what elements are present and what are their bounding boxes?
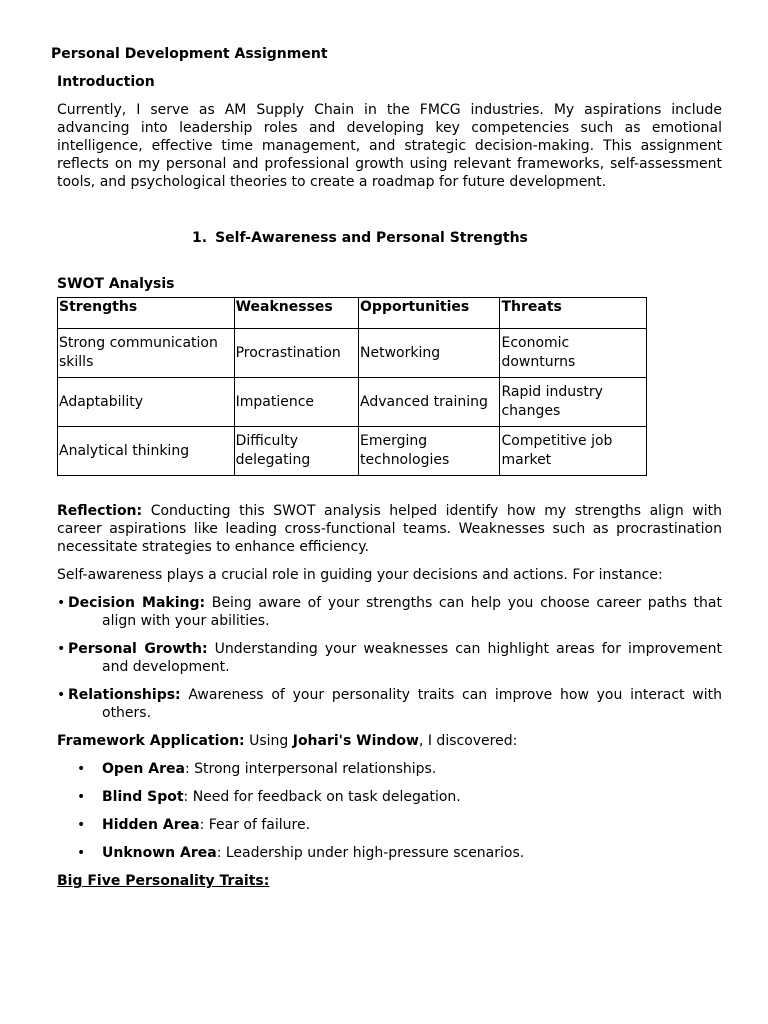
table-cell: Emerging technologies bbox=[359, 427, 500, 476]
bullet-icon: • bbox=[77, 845, 86, 861]
bullet-icon: • bbox=[57, 595, 66, 611]
list-item-text: Being aware of your strengths can help you choose career paths that align with your abilities. bbox=[102, 595, 722, 629]
list-item-text: Awareness of your personality traits can improve how you interact with others. bbox=[102, 687, 722, 721]
framework-label: Framework Application: bbox=[57, 733, 245, 749]
introduction-heading: Introduction bbox=[57, 74, 155, 90]
list-item bbox=[57, 788, 722, 806]
johari-label: Hidden Area bbox=[102, 817, 200, 833]
johari-label: Open Area bbox=[102, 761, 185, 777]
swot-header-weaknesses: Weaknesses bbox=[234, 298, 358, 329]
bullet-icon: • bbox=[77, 817, 86, 833]
reflection-paragraph bbox=[57, 502, 722, 556]
table-cell: Networking bbox=[359, 329, 500, 378]
section-title: Self-Awareness and Personal Strengths bbox=[215, 230, 528, 246]
self-awareness-list bbox=[57, 594, 722, 722]
section-heading bbox=[57, 229, 722, 247]
list-item-label: Personal Growth: bbox=[68, 641, 208, 657]
section-number: 1. bbox=[192, 230, 208, 246]
swot-table bbox=[57, 297, 647, 476]
johari-text: : Need for feedback on task delegation. bbox=[183, 789, 461, 805]
johari-label: Unknown Area bbox=[102, 845, 217, 861]
table-cell: Adaptability bbox=[58, 378, 235, 427]
framework-paragraph bbox=[57, 732, 722, 750]
johari-text: : Fear of failure. bbox=[199, 817, 311, 833]
reflection-label: Reflection: bbox=[57, 503, 143, 519]
bullet-icon: • bbox=[57, 641, 66, 657]
table-cell: Analytical thinking bbox=[58, 427, 235, 476]
list-item bbox=[57, 816, 722, 834]
framework-name: Johari's Window bbox=[292, 733, 419, 749]
framework-post: , I discovered: bbox=[418, 733, 518, 749]
table-row bbox=[58, 378, 647, 427]
document-body bbox=[57, 73, 722, 890]
reflection-text: Conducting this SWOT analysis helped identify how my strengths align with career aspirations like leading cross-functional teams. Weaknesses such as procrastination necessitate strategies to enhance efficiency. bbox=[57, 503, 722, 555]
table-cell: Strong communication skills bbox=[58, 329, 235, 378]
list-item bbox=[57, 844, 722, 862]
johari-list bbox=[57, 760, 722, 862]
framework-pre: Using bbox=[244, 733, 293, 749]
list-item bbox=[57, 686, 722, 722]
swot-heading: SWOT Analysis bbox=[57, 276, 175, 292]
johari-label: Blind Spot bbox=[102, 789, 184, 805]
bullet-icon: • bbox=[77, 761, 86, 777]
table-cell: Difficulty delegating bbox=[234, 427, 358, 476]
johari-text: : Leadership under high-pressure scenarios. bbox=[216, 845, 525, 861]
johari-text: : Strong interpersonal relationships. bbox=[184, 761, 437, 777]
swot-header-threats: Threats bbox=[500, 298, 647, 329]
big-five-heading: Big Five Personality Traits: bbox=[57, 873, 270, 889]
swot-header-opportunities: Opportunities bbox=[359, 298, 500, 329]
table-cell: Rapid industry changes bbox=[500, 378, 647, 427]
document-title: Personal Development Assignment bbox=[51, 46, 328, 62]
list-item-text: Understanding your weaknesses can highlight areas for improvement and development. bbox=[102, 641, 722, 675]
bullet-icon: • bbox=[57, 687, 66, 703]
self-awareness-paragraph: Self-awareness plays a crucial role in guiding your decisions and actions. For instance: bbox=[57, 567, 663, 583]
table-cell: Procrastination bbox=[234, 329, 358, 378]
table-cell: Economic downturns bbox=[500, 329, 647, 378]
list-item-label: Decision Making: bbox=[68, 595, 206, 611]
introduction-paragraph: Currently, I serve as AM Supply Chain in the FMCG industries. My aspirations include advancing into leadership roles and developing key competencies such as emotional intelligence, effective time management, and strategic decision-making. This assignment reflects on my personal and professional growth using relevant frameworks, self-assessment tools, and psychological theories to create a roadmap for future development. bbox=[57, 102, 722, 190]
list-item bbox=[57, 760, 722, 778]
table-cell: Impatience bbox=[234, 378, 358, 427]
swot-header-strengths: Strengths bbox=[58, 298, 235, 329]
list-item bbox=[57, 594, 722, 630]
bullet-icon: • bbox=[77, 789, 86, 805]
list-item bbox=[57, 640, 722, 676]
table-cell: Competitive job market bbox=[500, 427, 647, 476]
swot-header-row bbox=[58, 298, 647, 329]
table-row bbox=[58, 329, 647, 378]
table-row bbox=[58, 427, 647, 476]
list-item-label: Relationships: bbox=[68, 687, 181, 703]
table-cell: Advanced training bbox=[359, 378, 500, 427]
